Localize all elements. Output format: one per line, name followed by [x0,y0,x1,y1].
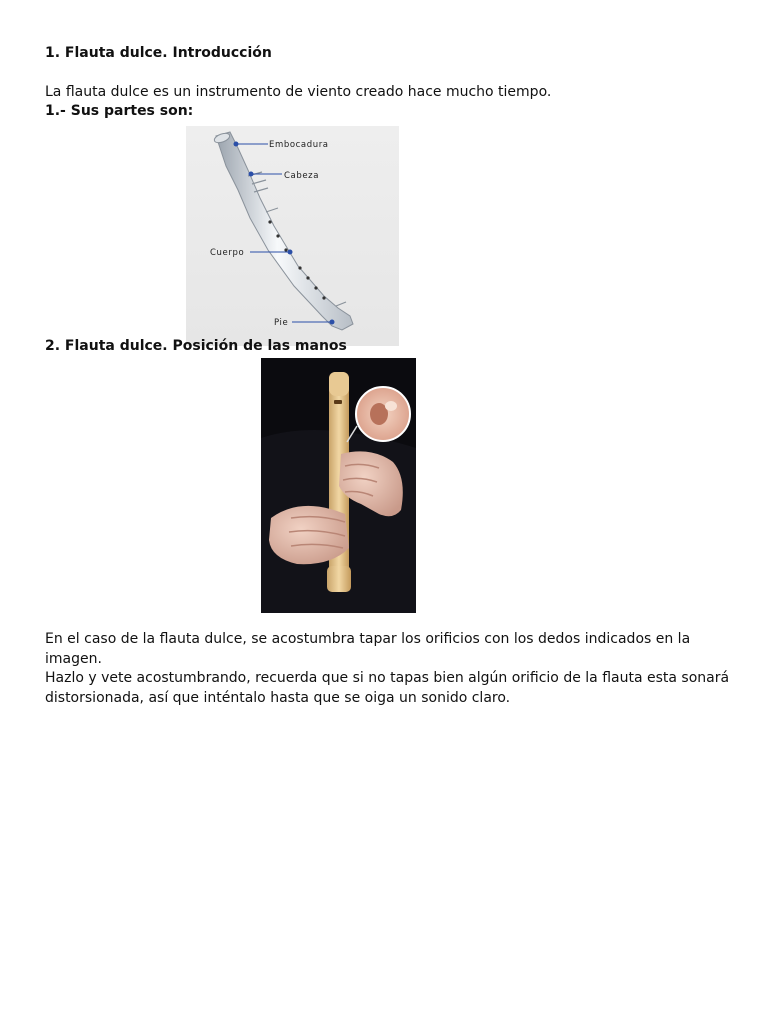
recorder-parts-diagram [186,126,399,346]
hands-position-photo [261,358,416,613]
parts-heading: 1.- Sus partes son: [45,103,194,119]
label-pie: Pie [274,318,289,328]
label-embocadura: Embocadura [269,140,329,150]
label-cabeza: Cabeza [284,171,320,181]
section-heading-introduction: 1. Flauta dulce. Introducción [45,45,272,61]
recorder-parts-image [186,126,399,346]
intro-paragraph: La flauta dulce es un instrumento de viento creado hace mucho tiempo. [45,84,552,100]
body-paragraph-practice: Hazlo y vete acostumbrando, recuerda que si no tapas bien algún orificio de la flauta esta sonará distorsionada, así que inténtalo hasta que se oiga un sonido claro. [45,670,730,706]
recorder-illustration [213,132,353,330]
section-heading-hands: 2. Flauta dulce. Posición de las manos [45,338,347,354]
body-paragraph-fingers: En el caso de la flauta dulce, se acostumbra tapar los orificios con los dedos indicados en la imagen. [45,631,691,667]
label-cuerpo: Cuerpo [210,248,245,258]
hands-photo-illustration [261,358,416,613]
